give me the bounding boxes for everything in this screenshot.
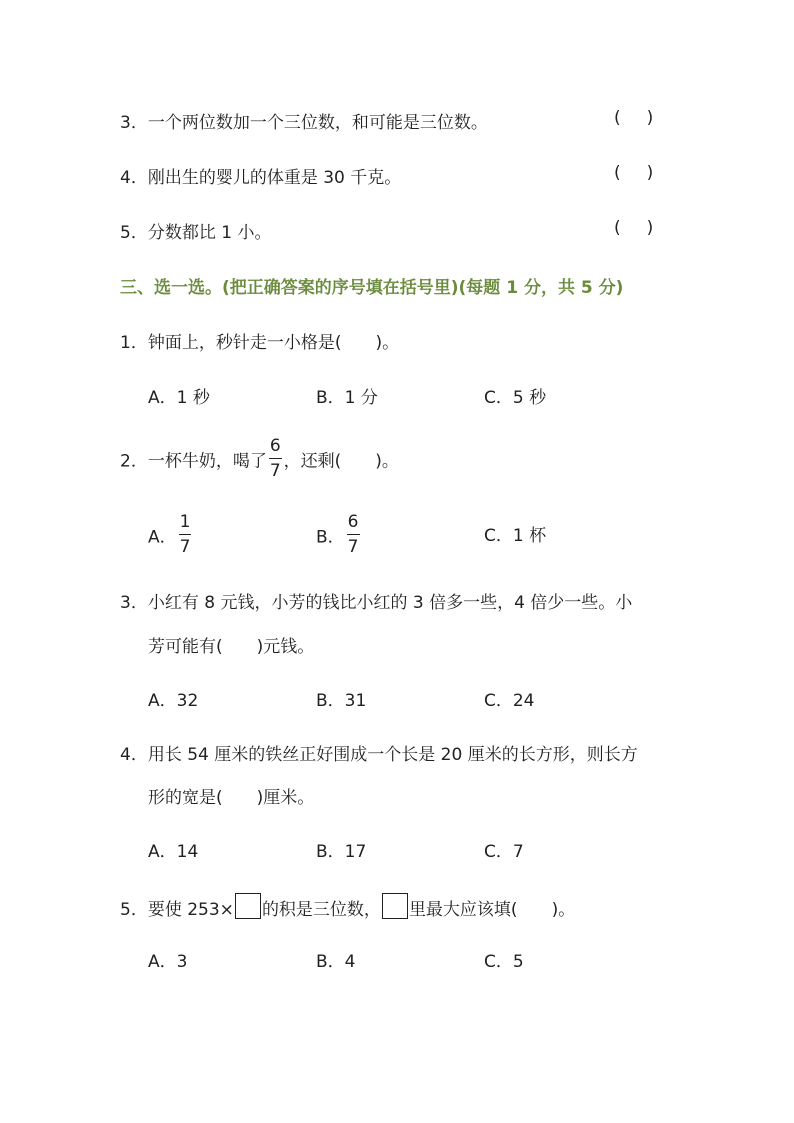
option-a[interactable]: A． $\frac{1}{7}$ [148,512,191,557]
item-number: 3． [120,113,148,133]
item-number: 5． [120,223,148,243]
option-c[interactable]: C．1 杯 [484,526,547,546]
blank-box[interactable] [382,893,408,919]
option-b[interactable]: B． $\frac{6}{7}$ [316,512,359,557]
question-3-line2: 芳可能有( )元钱。 [148,637,315,657]
item-text: 一个两位数加一个三位数，和可能是三位数。 [147,113,488,133]
option-a[interactable]: A．3 [148,952,188,972]
option-c[interactable]: C．7 [484,842,524,862]
judge-item-5 [120,218,271,243]
item-number: 4． [120,168,148,188]
option-a[interactable]: A．14 [148,842,199,862]
section-heading: 三、选一选。(把正确答案的序号填在括号里)(每题 1 分，共 5 分) [120,278,624,298]
question-4-line2: 形的宽是( )厘米。 [148,788,315,808]
option-b[interactable]: B．31 [316,691,367,711]
question-4: 4．用长 54 厘米的铁丝正好围成一个长是 20 厘米的长方形，则长方 [120,745,638,765]
option-a[interactable]: A．1 秒 [148,388,210,408]
question-2: 2．一杯牛奶，喝了 $\frac{6}{7}$ ，还剩( )。 [120,436,399,481]
fraction: $\frac{1}{7}$ [179,512,191,557]
answer-parentheses-5[interactable]: ( ) [614,218,654,238]
judge-item-4 [120,163,401,188]
fraction: $\frac{6}{7}$ [269,436,281,481]
option-b[interactable]: B．1 分 [316,388,378,408]
answer-parentheses-3[interactable]: ( ) [614,108,654,128]
item-text: 刚出生的婴儿的体重是 30 千克。 [147,168,402,188]
blank-box[interactable] [235,893,261,919]
question-5: 5．要使 253× 的积是三位数， 里最大应该填( )。 [120,893,575,920]
fraction: $\frac{6}{7}$ [347,512,359,557]
option-b[interactable]: B．17 [316,842,367,862]
option-a[interactable]: A．32 [148,691,199,711]
item-text: 分数都比 1 小。 [147,223,272,243]
answer-parentheses-4[interactable]: ( ) [614,163,654,183]
option-b[interactable]: B．4 [316,952,356,972]
option-c[interactable]: C．24 [484,691,535,711]
option-c[interactable]: C．5 [484,952,524,972]
question-1: 1．钟面上，秒针走一小格是( )。 [120,333,400,353]
option-c[interactable]: C．5 秒 [484,388,547,408]
question-3: 3．小红有 8 元钱，小芳的钱比小红的 3 倍多一些，4 倍少一些。小 [120,593,633,613]
judge-item-3 [120,108,488,133]
